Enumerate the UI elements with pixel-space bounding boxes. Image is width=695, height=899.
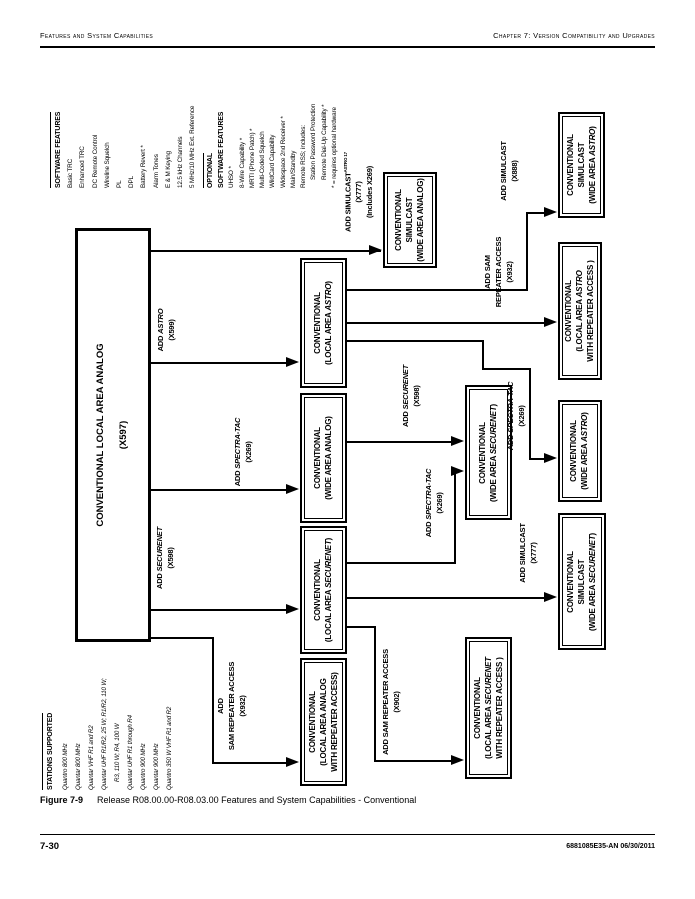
box-label: (WIDE AREA ASTRO) bbox=[580, 412, 589, 490]
list-item: Quantar 800 MHz bbox=[74, 743, 82, 790]
list-item: 5 MHz/10 MHz Ext. Reference bbox=[189, 105, 197, 188]
arrowhead bbox=[286, 604, 299, 614]
box-label: CONVENTIONAL bbox=[565, 134, 575, 196]
list-item: Wireline Squelch bbox=[103, 142, 111, 188]
list-item: R3, 110 W; R4, 100 W bbox=[113, 723, 121, 782]
list-item: E & M Keying bbox=[164, 151, 172, 188]
flow-line bbox=[529, 368, 531, 460]
box-label: (WIDE AREA ASTRO) bbox=[586, 126, 596, 204]
box-conventional-local-area-astro bbox=[300, 258, 347, 388]
list-item: Quantro 800 MHz bbox=[61, 743, 69, 790]
box-label: CONVENTIONAL bbox=[569, 420, 579, 482]
label-add-sam-repeater-access-x932: ADD SAM REPEATER ACCESS (X932) bbox=[216, 661, 247, 751]
list-item: 12.5 kHz Channels bbox=[176, 136, 184, 188]
flow-line bbox=[347, 626, 376, 628]
list-item: UHSO * bbox=[228, 166, 236, 188]
page-header-right: Chapter 7: Version Compatibility and Upgrades bbox=[493, 31, 655, 40]
flow-line bbox=[347, 340, 484, 342]
label-add-simulcast-x888: ADD SIMULCAST (X888) bbox=[499, 141, 519, 201]
box-label: CONVENTIONAL bbox=[477, 421, 487, 484]
box-label: CONVENTIONAL bbox=[312, 559, 322, 621]
list-item: Quantar 900 MHz bbox=[152, 743, 160, 790]
list-item: Multi-Coded Squelch bbox=[259, 131, 267, 188]
flow-line bbox=[151, 637, 214, 639]
list-item: Remote Dial-Up Capability * bbox=[320, 104, 328, 180]
list-item: Quantar VHF R1 and R2 bbox=[87, 725, 95, 790]
box-conventional-wide-area-analog bbox=[300, 393, 347, 523]
figure-caption-text: Release R08.00.00-R08.03.00 Features and System Capabilities - Conventional bbox=[97, 795, 417, 805]
optional-software-features-list bbox=[203, 98, 340, 188]
label-add-spectra-tac-x269: ADD SPECTRA-TAC (X269) bbox=[233, 417, 253, 487]
flow-line bbox=[347, 562, 456, 564]
box-label: (WIDE AREA ANALOG) bbox=[323, 416, 333, 500]
optional-features-header-1: OPTIONAL bbox=[203, 153, 216, 188]
list-item: * = requires optional hardware bbox=[330, 107, 338, 188]
box-conventional-simulcast-wide-area-astro bbox=[558, 112, 605, 218]
label-add-simulcast-x777: ADD SIMULCAST (X777) bbox=[518, 523, 538, 583]
flow-line bbox=[454, 471, 456, 564]
arrowhead bbox=[451, 755, 464, 765]
list-item: Quantro 350 W VHF R1 and R2 bbox=[165, 706, 173, 790]
list-item: PL bbox=[115, 180, 123, 188]
label-add-securenet-x598: ADD SECURENET (X598) bbox=[401, 365, 421, 428]
stations-supported-header: STATIONS SUPPORTED bbox=[42, 713, 59, 790]
flow-line bbox=[374, 626, 376, 762]
box-label: WITH REPEATER ACCESS ) bbox=[493, 657, 503, 759]
box-label: (LOCAL AREA SECURENET) bbox=[323, 537, 333, 643]
flow-line bbox=[151, 489, 288, 491]
flow-line bbox=[482, 368, 531, 370]
arrowhead bbox=[544, 592, 557, 602]
box-label: SIMULCAST bbox=[576, 559, 586, 604]
arrowhead bbox=[451, 466, 464, 476]
box-label: (X597) bbox=[118, 420, 129, 450]
box-label: (LOCAL AREA ASTRO) bbox=[323, 281, 333, 365]
software-features-list bbox=[50, 98, 199, 188]
page-header-left: Features and System Capabilities bbox=[40, 31, 154, 40]
box-conventional-simulcast-wide-area-securenet bbox=[558, 513, 606, 650]
box-label: (LOCAL AREA SECURENET bbox=[483, 657, 493, 759]
arrowhead bbox=[544, 317, 557, 327]
arrowhead bbox=[544, 207, 557, 217]
box-label: CONVENTIONAL bbox=[565, 550, 575, 613]
label-add-simulcast-x777-includes-x269: ADD $SIMULCAST^{ASTRO 17}$ (X777) (Includes X269) bbox=[343, 152, 375, 232]
figure-caption bbox=[40, 795, 416, 805]
box-label: CONVENTIONAL bbox=[312, 292, 322, 354]
flow-line bbox=[526, 212, 528, 291]
figure-caption-label: Figure 7-9 bbox=[40, 795, 84, 805]
optional-features-header-2: SOFTWARE FEATURES bbox=[218, 111, 226, 188]
list-item: Quantro 900 MHz bbox=[139, 743, 147, 790]
list-item: Quantar UHF R1/R2, 25 W; R1/R2, 110 W; bbox=[100, 678, 108, 790]
box-label: (WIDE AREA SECURENET) bbox=[488, 403, 498, 502]
box-label: CONVENTIONAL bbox=[393, 189, 403, 251]
list-item: WildCard Capability bbox=[269, 134, 277, 188]
label-add-sam-repeater-access-x932: ADD SAM REPEATER ACCESS (X932) bbox=[483, 236, 514, 308]
label-add-securenet-x598: ADD SECURENET (X598) bbox=[155, 527, 175, 590]
list-item: MRTI (Phone Patch) * bbox=[248, 128, 256, 188]
flow-line bbox=[212, 637, 214, 764]
box-label: CONVENTIONAL bbox=[472, 677, 482, 739]
box-label: (WIDE AREA ANALOG) bbox=[415, 178, 425, 262]
document-number: 6881085E35-AN 06/30/2011 bbox=[566, 843, 655, 850]
box-label: CONVENTIONAL LOCAL AREA ANALOG bbox=[95, 343, 107, 527]
arrowhead bbox=[286, 757, 299, 767]
box-conventional-local-area-analog bbox=[75, 228, 151, 642]
box-label: WITH REPEATER ACCESS ) bbox=[585, 260, 595, 362]
flow-line bbox=[151, 250, 381, 252]
label-add-astro-x599: ADD ASTRO (X599) bbox=[156, 308, 176, 352]
list-item: Quantar UHF R1 through R4 bbox=[126, 715, 134, 790]
box-conventional-wide-area-astro bbox=[558, 400, 602, 502]
list-item: Alarm Tones bbox=[152, 154, 160, 188]
box-label: CONVENTIONAL bbox=[307, 691, 317, 753]
list-item: Station Password Protection bbox=[310, 103, 318, 180]
box-label: WITH REPEATER ACCESS) bbox=[328, 672, 338, 772]
list-item: Main/Standby bbox=[289, 150, 297, 188]
stations-supported-list bbox=[42, 652, 176, 790]
box-conventional-local-area-astro-repeater-access bbox=[558, 242, 602, 380]
footer-rule bbox=[40, 834, 655, 835]
list-item: Battery Revert * bbox=[140, 145, 148, 188]
box-conventional-local-area-securenet-repeater-access bbox=[465, 637, 512, 779]
box-label: (LOCAL AREA ANALOG bbox=[318, 678, 328, 766]
flow-line bbox=[151, 609, 288, 611]
list-item: Widespace 2nd Receiver * bbox=[279, 116, 287, 188]
flow-line bbox=[347, 441, 453, 443]
box-label: (WIDE AREA SECURENET) bbox=[587, 532, 597, 631]
label-add-spectra-tac-x269: ADD SPECTRA-TAC (X269) bbox=[424, 468, 444, 538]
page-number: 7-30 bbox=[40, 841, 60, 852]
list-item: Remote RSS; includes: bbox=[300, 125, 308, 188]
list-item: 8-Wire Capability * bbox=[238, 137, 246, 188]
arrowhead bbox=[286, 357, 299, 367]
box-label: SIMULCAST bbox=[404, 197, 414, 243]
header-rule bbox=[40, 46, 655, 48]
software-features-header: SOFTWARE FEATURES bbox=[50, 112, 65, 188]
arrowhead bbox=[544, 453, 557, 463]
list-item: DC Remote Control bbox=[91, 134, 99, 188]
box-label: CONVENTIONAL bbox=[563, 280, 573, 342]
label-add-spectra-tac-x269: ADD SPECTRA-TAC (X269) bbox=[506, 381, 526, 451]
box-conventional-local-area-analog-repeater-access bbox=[300, 658, 347, 786]
arrowhead bbox=[451, 436, 464, 446]
flow-line bbox=[482, 340, 484, 370]
arrowhead bbox=[286, 484, 299, 494]
box-label: CONVENTIONAL bbox=[312, 427, 322, 489]
box-conventional-simulcast-wide-area-analog bbox=[383, 172, 437, 268]
list-item: Basic TRC bbox=[67, 158, 75, 188]
box-label: SIMULCAST bbox=[576, 142, 586, 188]
box-conventional-wide-area-securenet bbox=[465, 385, 512, 520]
list-item: Enhanced TRC bbox=[79, 146, 87, 188]
flow-line bbox=[347, 322, 546, 324]
flow-line bbox=[526, 212, 546, 214]
label-add-sam-repeater-access-x902: ADD SAM REPEATER ACCESS (X902) bbox=[381, 649, 401, 755]
box-conventional-local-area-securenet bbox=[300, 526, 347, 654]
flow-line bbox=[347, 597, 546, 599]
box-label: (LOCAL AREA ASTRO bbox=[574, 270, 584, 352]
flow-line bbox=[374, 760, 453, 762]
list-item: DPL bbox=[128, 176, 136, 188]
